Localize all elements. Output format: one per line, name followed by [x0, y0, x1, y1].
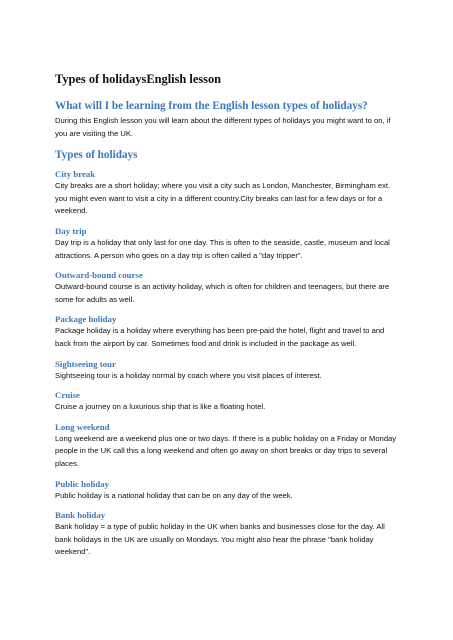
section-cruise [55, 390, 401, 414]
section-text: Public holiday is a national holiday that can be on any day of the week. [55, 490, 293, 500]
section-text: Sightseeing tour is a holiday normal by coach where you visit places of interest. [55, 370, 322, 380]
section-package-holiday [55, 314, 401, 350]
section-heading: Sightseeing tour [55, 358, 116, 369]
section-heading: Day trip [55, 225, 87, 236]
intro-text: During this English lesson you will learn about the different types of holidays you might want to on, if you are visiting the UK. [55, 116, 391, 138]
section-heading: Cruise [55, 390, 80, 401]
section-heading: Bank holiday [55, 510, 106, 521]
section-heading: City break [55, 169, 96, 180]
document-title: Types of holidaysEnglish lesson [55, 72, 222, 86]
section-text: Long weekend are a weekend plus one or two days. If there is a public holiday on a Friday or Monday people in the UK call this a long weekend and often go away on short breaks or day trips to several places. [55, 433, 397, 468]
section-heading: Public holiday [55, 478, 110, 489]
types-heading: Types of holidays [55, 149, 138, 162]
section-city-break [55, 169, 401, 218]
section-text: Bank holiday = a type of public holiday in the UK when banks and businesses close for the day. All bank holidays in the UK are usually on Mondays. You might also hear the phrase "bank holiday weekend". [55, 522, 385, 557]
section-text: Cruise a journey on a luxurious ship that is like a floating hotel. [55, 402, 266, 412]
section-heading: Outward-bound course [55, 270, 143, 281]
section-bank-holiday [55, 510, 401, 559]
section-sightseeing-tour [55, 359, 401, 383]
section-day-trip [55, 226, 401, 262]
section-public-holiday [55, 479, 401, 503]
section-long-weekend [55, 422, 401, 471]
section-text: City breaks are a short holiday; where you visit a city such as London, Manchester, Birmingham ext. you might even want to visit a city in a different country.City breaks can last for a few days or for a weekend. [55, 181, 391, 216]
intro-heading: What will I be learning from the English lesson types of holidays? [55, 100, 368, 112]
section-text: Outward-bound course is an activity holiday, which is often for children and teenagers, but there are some for adults as well. [55, 282, 390, 304]
section-text: Day trip is a holiday that only last for one day. This is often to the seaside, castle, museum and local attractions. A person who goes on a day trip is often called a "day tripper". [55, 237, 390, 260]
section-heading: Long weekend [55, 421, 110, 432]
section-text: Package holiday is a holiday where everything has been pre-paid the hotel, flight and travel to and back from the airport by car. Sometimes food and drink is included in the package as well. [55, 326, 385, 348]
section-outward-bound-course [55, 270, 401, 306]
section-heading: Package holiday [55, 314, 117, 325]
